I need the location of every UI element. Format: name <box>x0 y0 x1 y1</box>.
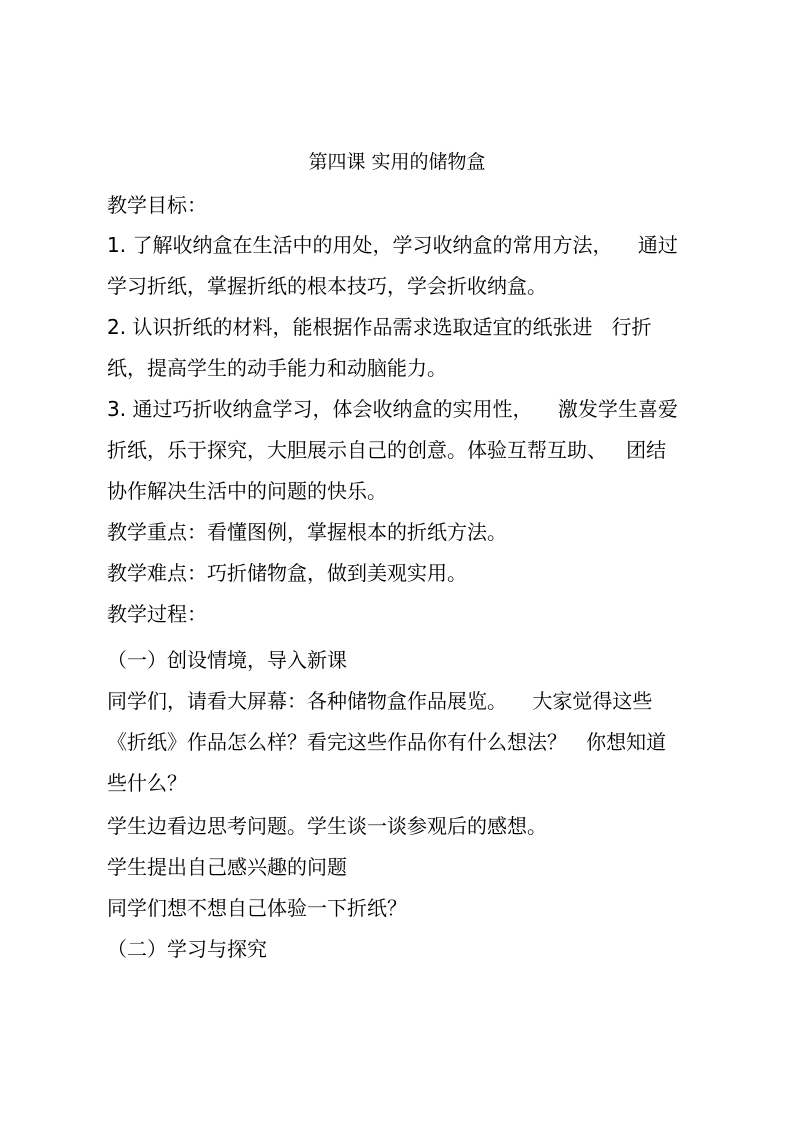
text-line: 同学们想不想自己体验一下折纸？ <box>107 896 407 920</box>
text-line: 学习折纸，掌握折纸的根本技巧，学会折收纳盒。 <box>107 274 547 298</box>
text-line: （二）学习与探究 <box>107 937 267 961</box>
text-line: 协作解决生活中的问题的快乐。 <box>107 479 387 503</box>
text-line: （一）创设情境，导入新课 <box>107 648 347 672</box>
text-line: 折纸，乐于探究，大胆展示自己的创意。体验互帮互助、 团结 <box>107 438 667 462</box>
text-line: 教学难点：巧折储物盒，做到美观实用。 <box>107 561 467 585</box>
text-line: 教学目标： <box>107 193 207 217</box>
text-line: 1. 了解收纳盒在生活中的用处，学习收纳盒的常用方法， 通过 <box>107 233 678 257</box>
text-line: 纸，提高学生的动手能力和动脑能力。 <box>107 356 447 380</box>
text-line: 学生提出自己感兴趣的问题 <box>107 855 347 879</box>
text-line: 2. 认识折纸的材料，能根据作品需求选取适宜的纸张进 行折 <box>107 315 652 339</box>
text-line: 《折纸》作品怎么样？看完这些作品你有什么想法？ 你想知道 <box>107 730 667 754</box>
text-line: 3. 通过巧折收纳盒学习，体会收纳盒的实用性， 激发学生喜爱 <box>107 397 678 421</box>
text-line: 些什么？ <box>107 771 187 795</box>
text-line: 教学重点：看懂图例，掌握根本的折纸方法。 <box>107 520 507 544</box>
text-line: 学生边看边思考问题。学生谈一谈参观后的感想。 <box>107 814 547 838</box>
lesson-title: 第四课 实用的储物盒 <box>308 151 486 173</box>
text-line: 同学们，请看大屏幕：各种储物盒作品展览。 大家觉得这些 <box>107 689 653 713</box>
text-line: 教学过程： <box>107 602 207 626</box>
